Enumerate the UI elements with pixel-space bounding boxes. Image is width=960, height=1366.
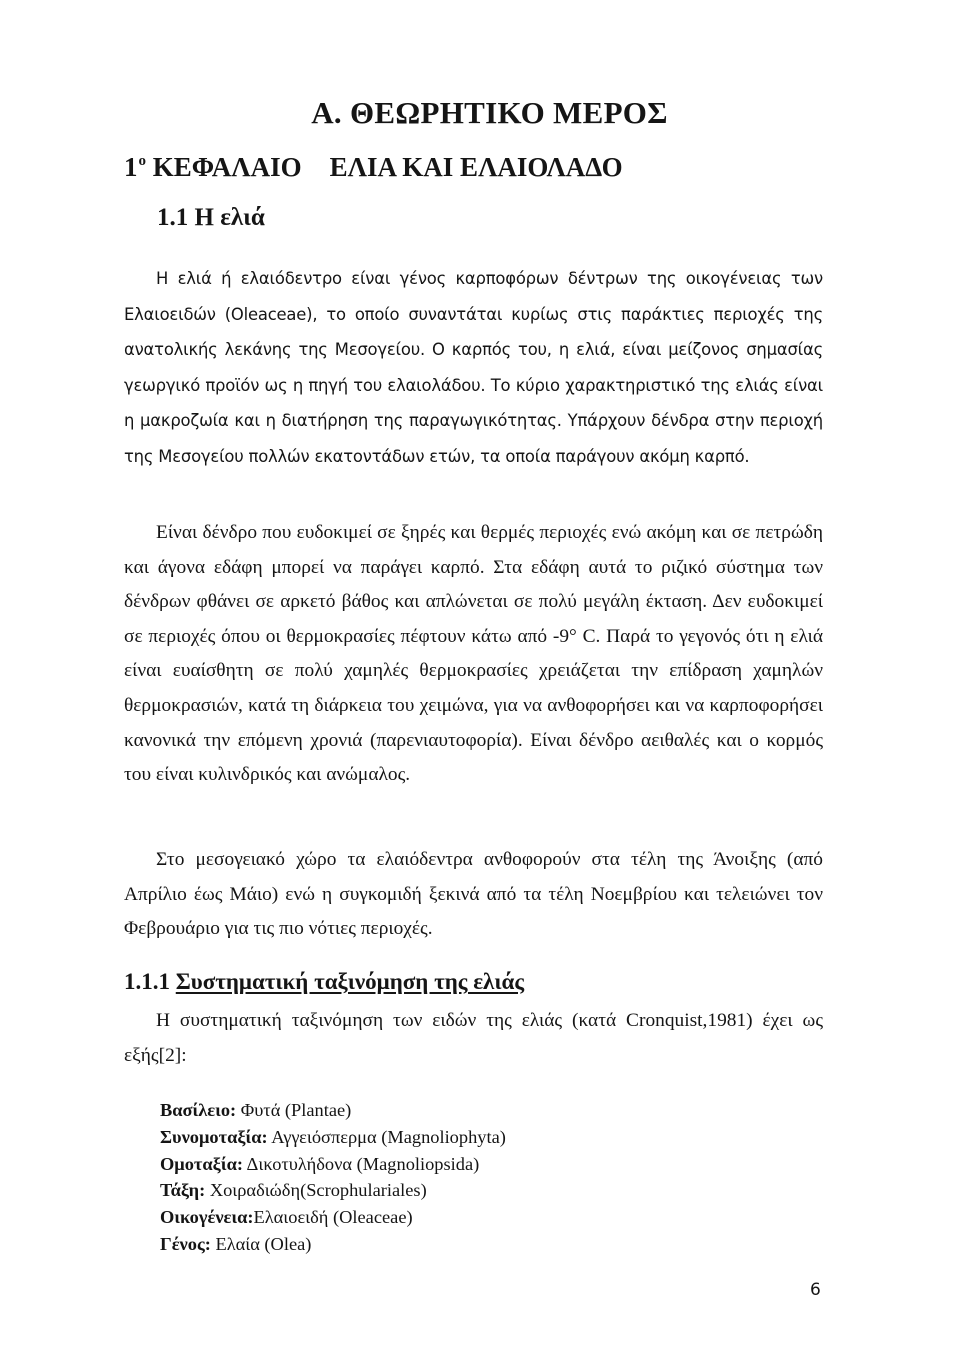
taxonomy-label: Τάξη:	[160, 1180, 206, 1201]
taxonomy-value: Δικοτυλήδονα (Magnoliopsida)	[242, 1153, 480, 1174]
chapter-word: ΚΕΦΑΛΑΙΟ	[152, 152, 302, 182]
subsection-title: Συστηματική ταξινόμηση της ελιάς	[175, 969, 525, 994]
part-title	[0, 95, 960, 131]
taxonomy-label: Γένος:	[160, 1233, 211, 1254]
taxonomy-value: Αγγειόσπερμα (Magnoliophyta)	[267, 1126, 506, 1147]
paragraph-habitat: Είναι δένδρο που ευδοκιμεί σε ξηρές και θερμές περιοχές ενώ ακόμη και σε πετρώδη και άγονα εδάφη μπορεί να παράγει καρπό. Στα εδάφη αυτά το ριζικό σύστημα των δένδρων φθάνει σε αρκετό βάθος και απλώνεται σε πολύ μεγάλη έκταση. Δεν ευδοκιμεί σε περιοχές όπου οι θερμοκρασίες πέφτουν κάτω από -9° C. Παρά το γεγονός ότι η ελιά είναι ευαίσθητη σε πολύ χαμηλές θερμοκρασίες χρειάζεται την επίδραση χαμηλών θερμοκρασιών, κατά τη διάρκεια του χειμώνα, για να ανθοφορήσει και να καρποφορήσει κανονικά την επόμενη χρονιά (παρενιαυτοφορία). Είναι δένδρο αειθαλές και ο κορμός του είναι κυλινδρικός και ανώμαλος.	[124, 522, 823, 786]
chapter-number-superscript: ο	[138, 153, 146, 169]
part-title-text: Α. ΘΕΩΡΗΤΙΚΟ ΜΕΡΟΣ	[311, 95, 668, 130]
paragraph-flowering: Στο μεσογειακό χώρο τα ελαιόδεντρα ανθοφορούν στα τέλη της Άνοιξης (από Απρίλιο έως Μάιο) ενώ η συγκομιδή ξεκινά από τα τέλη Νοεμβρίου και τελειώνει τον Φεβρουάριο για τις πιο νότιες περιοχές.	[124, 849, 823, 940]
page-number: 6	[810, 1280, 821, 1300]
taxonomy-row-order	[160, 1177, 506, 1204]
chapter-number	[124, 152, 302, 182]
chapter-heading	[124, 152, 623, 183]
paragraph-intro: Η ελιά ή ελαιόδεντρο είναι γένος καρποφόρων δέντρων της οικογένειας των Ελαιοειδών (Oleaceae), το οποίο συναντάται κυρίως στις παράκτιες περιοχές της ανατολικής λεκάνης της Μεσογείου. Ο καρπός του, η ελιά, είναι μείζονος σημασίας γεωργικό προϊόν ως η πηγή του ελαιολάδου. Το κύριο χαρακτηριστικό της ελιάς είναι η μακροζωία και η διατήρηση της παραγωγικότητας. Υπάρχουν δένδρα στην περιοχή της Μεσογείου πολλών εκατοντάδων ετών, τα οποία παράγουν ακόμη καρπό.	[124, 269, 823, 466]
taxonomy-label: Συνομοταξία:	[160, 1126, 268, 1147]
taxonomy-label: Οικογένεια:	[160, 1207, 254, 1228]
subsection-heading	[124, 969, 524, 995]
taxonomy-row-division	[160, 1124, 506, 1151]
taxonomy-value: Ελαιοειδή (Oleaceae)	[253, 1207, 413, 1228]
taxonomy-value: Φυτά (Plantae)	[236, 1100, 352, 1120]
taxonomy-row-genus	[160, 1231, 506, 1258]
subsection-number: 1.1.1	[124, 969, 170, 994]
taxonomy-label: Βασίλειο:	[160, 1100, 237, 1120]
taxonomy-row-family	[160, 1204, 506, 1231]
chapter-number-digit: 1	[124, 152, 138, 182]
section-heading: 1.1 Η ελιά	[157, 204, 265, 231]
taxonomy-value: Χοιραδιώδη(Scrophulariales)	[205, 1180, 427, 1201]
taxonomy-list	[160, 1097, 506, 1258]
taxonomy-label: Ομοταξία:	[160, 1153, 243, 1174]
taxonomy-value: Ελαία (Olea)	[210, 1233, 312, 1254]
paragraph-classification-intro: Η συστηματική ταξινόμηση των ειδών της ελιάς (κατά Cronquist,1981) έχει ως εξής[2]:	[124, 1010, 823, 1066]
taxonomy-row-class	[160, 1151, 506, 1178]
taxonomy-row-kingdom	[160, 1097, 506, 1124]
chapter-title: ΕΛΙΑ ΚΑΙ ΕΛΑΙΟΛΑΔΟ	[329, 152, 623, 182]
